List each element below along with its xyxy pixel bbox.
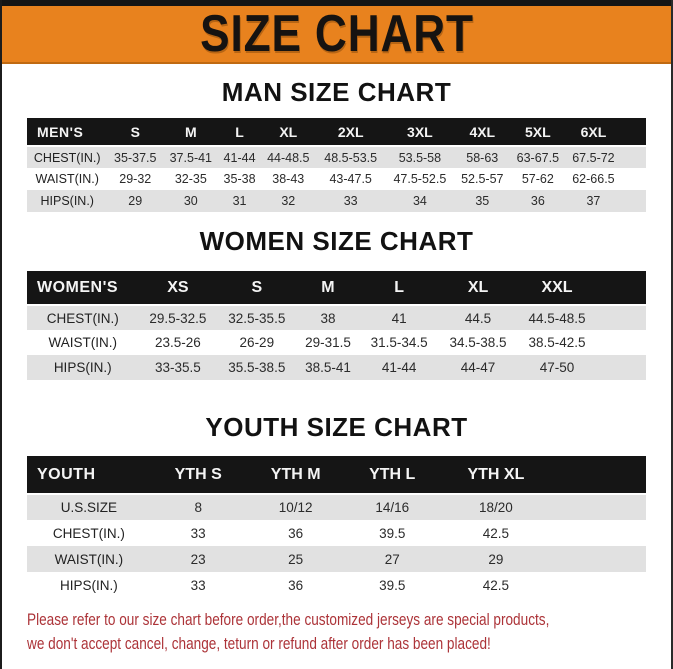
notice-line-2: we don't accept cancel, change, teturn or refund after order has been placed! bbox=[27, 634, 491, 653]
size-value: 32-35 bbox=[174, 172, 207, 186]
size-value: 35-37.5 bbox=[114, 150, 157, 165]
size-column-header: 2XL bbox=[316, 118, 385, 146]
filler-cell bbox=[553, 456, 646, 494]
size-value: 44.5 bbox=[464, 310, 492, 326]
size-tables-area bbox=[2, 78, 671, 598]
measurement-row bbox=[27, 572, 646, 598]
row-label: HIPS(IN.) bbox=[40, 194, 94, 208]
size-value: 33 bbox=[190, 577, 206, 593]
size-value: 63-67.5 bbox=[516, 150, 560, 165]
size-column-header: XL bbox=[439, 271, 518, 305]
title-banner bbox=[2, 6, 671, 64]
filler-cell bbox=[621, 190, 646, 212]
size-value: 36 bbox=[530, 194, 545, 208]
size-value: 35-38 bbox=[223, 172, 256, 186]
filler-cell bbox=[596, 305, 646, 330]
size-column-header: YTH L bbox=[346, 456, 439, 494]
filler-cell bbox=[621, 118, 646, 146]
size-value: 38-43 bbox=[272, 172, 305, 186]
men-header-row bbox=[27, 118, 646, 146]
size-value: 43-47.5 bbox=[329, 172, 372, 186]
measurement-row bbox=[27, 520, 646, 546]
women-header-row bbox=[27, 271, 646, 305]
size-value: 32 bbox=[281, 194, 296, 208]
size-value: 14/16 bbox=[375, 500, 410, 515]
size-value: 26-29 bbox=[239, 335, 275, 350]
size-column-header: L bbox=[360, 271, 439, 305]
size-value: 44-48.5 bbox=[267, 150, 310, 165]
size-value: 38.5-42.5 bbox=[528, 335, 586, 350]
youth-table-label: YOUTH bbox=[27, 456, 151, 494]
youth-header-row bbox=[27, 456, 646, 494]
measurement-row bbox=[27, 168, 646, 190]
size-column-header: YTH S bbox=[151, 456, 246, 494]
size-value: 52.5-57 bbox=[461, 172, 504, 186]
size-value: 34.5-38.5 bbox=[449, 335, 507, 350]
size-value: 27 bbox=[384, 551, 400, 567]
size-value: 31.5-34.5 bbox=[370, 335, 428, 350]
size-column-header: XS bbox=[138, 271, 217, 305]
row-label: HIPS(IN.) bbox=[60, 577, 118, 593]
size-value: 42.5 bbox=[482, 577, 510, 593]
measurement-row bbox=[27, 305, 646, 330]
measurement-row bbox=[27, 494, 646, 520]
size-column-header: YTH XL bbox=[439, 456, 553, 494]
size-value: 36 bbox=[288, 577, 304, 593]
size-column-header: 3XL bbox=[385, 118, 454, 146]
size-value: 34 bbox=[412, 194, 427, 208]
row-label: CHEST(IN.) bbox=[52, 525, 125, 541]
size-column-header: XL bbox=[261, 118, 317, 146]
size-value: 47.5-52.5 bbox=[393, 172, 447, 186]
size-value: 29-31.5 bbox=[305, 335, 351, 350]
filler-cell bbox=[553, 520, 646, 546]
size-column-header: S bbox=[217, 271, 296, 305]
size-value: 25 bbox=[288, 551, 304, 567]
filler-cell bbox=[596, 355, 646, 380]
size-value: 47-50 bbox=[539, 360, 575, 375]
size-value: 48.5-53.5 bbox=[324, 150, 378, 165]
size-value: 41-44 bbox=[223, 150, 256, 165]
men-size-section bbox=[27, 78, 646, 212]
size-value: 44.5-48.5 bbox=[528, 310, 586, 326]
measurement-row bbox=[27, 330, 646, 355]
size-value: 30 bbox=[183, 194, 198, 208]
size-value: 62-66.5 bbox=[572, 172, 615, 186]
row-label: CHEST(IN.) bbox=[46, 310, 119, 326]
filler-cell bbox=[621, 168, 646, 190]
size-column-header: M bbox=[296, 271, 359, 305]
measurement-row bbox=[27, 190, 646, 212]
youth-size-section bbox=[27, 413, 646, 598]
size-value: 42.5 bbox=[482, 525, 510, 541]
size-column-header: 4XL bbox=[455, 118, 511, 146]
measurement-row bbox=[27, 355, 646, 380]
size-value: 35 bbox=[475, 194, 490, 208]
size-value: 38.5-41 bbox=[305, 360, 351, 375]
size-value: 29 bbox=[128, 194, 143, 208]
size-value: 10/12 bbox=[278, 500, 313, 515]
row-label: WAIST(IN.) bbox=[35, 172, 99, 186]
size-column-header: 5XL bbox=[510, 118, 566, 146]
size-value: 8 bbox=[194, 500, 202, 515]
women-table-label: WOMEN'S bbox=[27, 271, 138, 305]
size-value: 33 bbox=[190, 525, 206, 541]
women-size-section bbox=[27, 227, 646, 380]
women-section-title: WOMEN SIZE CHART bbox=[199, 226, 474, 256]
size-value: 35.5-38.5 bbox=[228, 360, 286, 375]
size-value: 39.5 bbox=[379, 577, 406, 593]
filler-cell bbox=[596, 330, 646, 355]
size-column-header: 6XL bbox=[566, 118, 622, 146]
filler-cell bbox=[621, 146, 646, 168]
men-section-title: MAN SIZE CHART bbox=[221, 77, 452, 107]
size-value: 38 bbox=[320, 310, 336, 326]
size-value: 41 bbox=[391, 310, 407, 326]
size-column-header: S bbox=[107, 118, 163, 146]
size-value: 57-62 bbox=[521, 172, 554, 186]
row-label: CHEST(IN.) bbox=[33, 150, 101, 165]
size-value: 32.5-35.5 bbox=[228, 310, 286, 326]
filler-cell bbox=[596, 271, 646, 305]
size-value: 33 bbox=[343, 194, 358, 208]
size-value: 36 bbox=[288, 525, 304, 541]
size-value: 39.5 bbox=[379, 525, 406, 541]
size-value: 23 bbox=[190, 551, 206, 567]
measurement-row bbox=[27, 146, 646, 168]
size-value: 67.5-72 bbox=[572, 150, 615, 165]
filler-cell bbox=[553, 546, 646, 572]
size-value: 53.5-58 bbox=[398, 150, 442, 165]
measurement-row bbox=[27, 546, 646, 572]
row-label: HIPS(IN.) bbox=[53, 360, 112, 375]
size-column-header: M bbox=[163, 118, 219, 146]
women-size-table bbox=[27, 271, 646, 380]
size-value: 29.5-32.5 bbox=[149, 310, 207, 326]
size-value: 31 bbox=[232, 194, 247, 208]
size-value: 23.5-26 bbox=[154, 335, 201, 350]
page-title: SIZE CHART bbox=[199, 5, 474, 63]
size-column-header: L bbox=[219, 118, 261, 146]
size-value: 18/20 bbox=[479, 500, 513, 515]
size-value: 58-63 bbox=[466, 150, 499, 165]
order-notice bbox=[27, 608, 646, 656]
size-value: 29-32 bbox=[119, 172, 152, 186]
row-label: WAIST(IN.) bbox=[54, 551, 124, 567]
size-value: 44-47 bbox=[460, 360, 496, 375]
size-value: 41-44 bbox=[381, 360, 417, 375]
men-table-label: MEN'S bbox=[27, 118, 107, 146]
size-value: 29 bbox=[488, 551, 504, 567]
row-label: U.S.SIZE bbox=[60, 500, 118, 515]
filler-cell bbox=[553, 494, 646, 520]
youth-size-table bbox=[27, 456, 646, 598]
row-label: WAIST(IN.) bbox=[48, 335, 117, 350]
men-size-table bbox=[27, 118, 646, 212]
size-value: 37 bbox=[586, 194, 601, 208]
youth-section-title: YOUTH SIZE CHART bbox=[205, 412, 468, 442]
filler-cell bbox=[553, 572, 646, 598]
size-column-header: YTH M bbox=[246, 456, 346, 494]
size-value: 37.5-41 bbox=[169, 150, 213, 165]
size-value: 33-35.5 bbox=[154, 360, 201, 375]
notice-line-1: Please refer to our size chart before order,the customized jerseys are special products, bbox=[27, 610, 550, 629]
size-column-header: XXL bbox=[518, 271, 597, 305]
